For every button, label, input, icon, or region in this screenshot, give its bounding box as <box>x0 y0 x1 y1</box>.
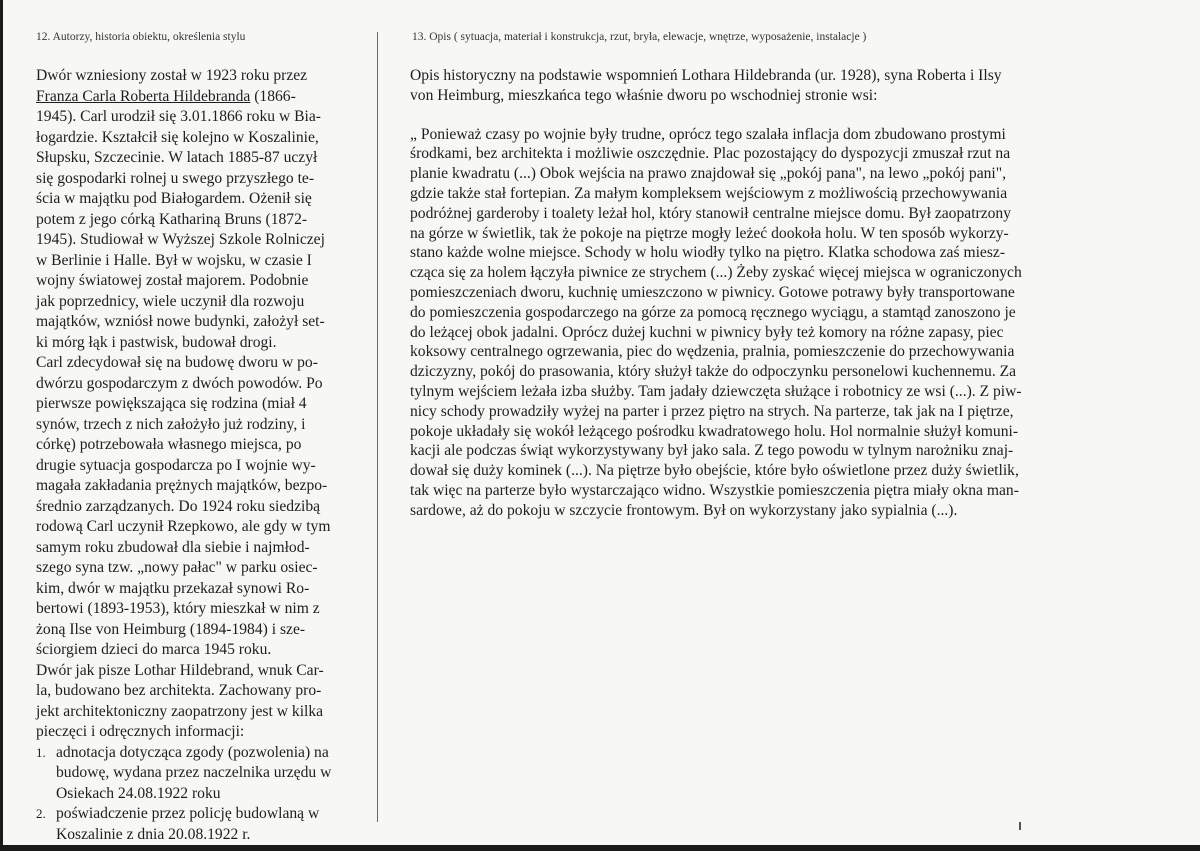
list-item <box>36 804 370 845</box>
text-line: „ Ponieważ czasy po wojnie były trudne, oprócz tego szalała inflacja dom zbudowano prostymi <box>410 125 1006 143</box>
text-line: Słupsku, Szczecinie. W latach 1885-87 uczył <box>36 149 318 166</box>
text-line: łogardzie. Kształcił się kolejno w Koszalinie, <box>36 128 319 146</box>
text-line: pomieszczeniach dworu, kuchnię umieszczono w piwnicy. Gotowe potrawy były transportowane <box>410 283 1015 301</box>
right-column <box>410 66 1090 521</box>
text-line: w Berlinie i Halle. Był w wojsku, w czasie I <box>36 251 312 269</box>
text-line: sardowe, aż do pokoju w szczycie frontowym. Był on wykorzystany jako sypialnia (...). <box>410 501 958 519</box>
author-years: (1866- <box>250 87 296 105</box>
history-paragraph <box>36 66 370 743</box>
list-number: 2. <box>36 806 46 821</box>
text-line: średnio zarządzanych. Do 1924 roku siedzibą <box>36 497 321 515</box>
quote-paragraph <box>410 125 1090 521</box>
text-line: 1945). Studiował w Wyższej Szkole Rolniczej <box>36 231 325 248</box>
text-line: dziczyzny, pokój do prasowania, który służył także do odpoczynku personelowi kuchennemu. Za <box>410 363 1017 381</box>
text-line: środkami, bez architekta i możliwie oszczędnie. Plac pozostający do dyspozycji zmuszał rzut na <box>410 145 1011 163</box>
section-12-heading: 12. Autorzy, historia obiektu, określenia stylu <box>36 31 246 43</box>
text-line: bertowi (1893-1953), który mieszkał w nim z <box>36 600 320 617</box>
text-line: koksowy centralnego ogrzewania, piec do wędzenia, pralnia, pomieszczenie do przechowywania <box>410 343 1015 361</box>
text-line: magała zakładania prężnych majątków, bezpo- <box>36 477 328 494</box>
text-line: do leżącej obok jadalni. Oprócz dużej kuchni w piwnicy były też komory na różne zapasy, piec <box>410 323 1004 341</box>
text-line: tylnym wejściem leżała izba służby. Tam jadały dziewczęta służące i robotnicy ze wsi (...). Z piw- <box>410 382 1022 400</box>
text-line: się gospodarki rolnej u swego przyszłego te- <box>36 169 315 187</box>
text-line: potem z jego córką Kathariną Bruns (1872- <box>36 210 308 228</box>
text-line: rodową Carl uczynił Rzepkowo, ale gdy w tym <box>36 518 331 535</box>
text-line: pokoje układały się wokół leżącego pośrodku kwadratowego holu. Hol normalnie służył komuni- <box>410 422 1019 440</box>
text-line: gdzie także stał fortepian. Za małym kompleksem wejściowym z możliwością przechowywania <box>410 184 1008 202</box>
text-line: kacji ale podczas świąt wykorzystywany był jako sala. Z tego powodu w tylnym narożniku znaj- <box>410 442 1014 460</box>
section-13-heading: 13. Opis ( sytuacja, materiał i konstrukcja, rzut, bryła, elewacje, wnętrze, wyposażenie, instalacje ) <box>412 31 867 43</box>
text-line: żoną Ilse von Heimburg (1894-1984) i sze- <box>36 620 306 638</box>
scan-mark <box>1019 822 1021 830</box>
text-line: majątków, wzniósł nowe budynki, założył set- <box>36 313 325 330</box>
text-line: do pomieszczenia gospodarczego na górze za pomocą ręcznego wyciągu, a stamtąd zanoszono je <box>410 303 1016 321</box>
text-line: wojny światowej został majorem. Podobnie <box>36 272 309 289</box>
text-line: 1945). Carl urodził się 3.01.1866 roku w Bia- <box>36 108 321 125</box>
text-line: poświadczenie przez policję budowlaną w <box>56 805 320 822</box>
text-line: cząca się za holem łączyła piwnice ze strychem (...) Żeby zyskać więcej miejsca w ograniczonych <box>410 264 1022 282</box>
text-line: córkę) potrzebowała własnego miejsca, po <box>36 436 302 453</box>
text-line: Dwór jak pisze Lothar Hildebrand, wnuk Car- <box>36 661 324 679</box>
intro-paragraph <box>410 66 1090 106</box>
text-line: synów, trzech z nich założyło już rodziny, i <box>36 415 306 433</box>
text-line-with-author <box>36 87 370 108</box>
text-line: tak więc na parterze było wystarczająco widno. Wszystkie pomieszczenia piętra miały okna man- <box>410 481 1019 499</box>
text-line: Osiekach 24.08.1922 roku <box>56 784 221 802</box>
list-item <box>36 743 370 805</box>
text-line: jak poprzednicy, wiele uczynił dla rozwoju <box>36 292 305 310</box>
text-line: Opis historyczny na podstawie wspomnień Lothara Hildebranda (ur. 1928), syna Roberta i Ilsy <box>410 67 1002 84</box>
text-line: budowę, wydana przez naczelnika urzędu w <box>56 764 332 781</box>
text-line: ki mórg łąk i pastwisk, budował drogi. <box>36 333 277 351</box>
text-line: dował się duży kominek (...). Na piętrze było obejście, które było oświetlone przez duży świetlik, <box>410 462 1019 480</box>
text-line: szego syna tzw. „nowy pałac" w parku osiec- <box>36 559 318 576</box>
text-line: adnotacja dotycząca zgody (pozwolenia) na <box>56 743 329 761</box>
column-divider <box>377 32 378 822</box>
text-line: dwórzu gospodarczym z dwóch powodów. Po <box>36 374 323 392</box>
text-line: nicy schody prowadziły wyżej na parter i przez piętro na strych. Na parterze, tak jak na I piętrze, <box>410 402 1014 420</box>
text-line: drugie sytuacja gospodarcza po I wojnie wy- <box>36 456 316 474</box>
text-line: samym roku zbudował dla siebie i najmłod- <box>36 538 310 556</box>
left-column <box>36 66 370 845</box>
text-line: Koszalinie z dnia 20.08.1922 r. <box>56 825 251 843</box>
text-line: Dwór wzniesiony został w 1923 roku przez <box>36 67 308 84</box>
text-line: pierwsze powiększająca się rodzina (miał 4 <box>36 395 307 412</box>
text-line: ściorgiem dzieci do marca 1945 roku. <box>36 641 272 658</box>
text-line: planie kwadratu (...) Obok wejścia na prawo znajdował się „pokój pana", na lewo „pokój pani", <box>410 165 1007 183</box>
text-line: Carl zdecydował się na budowę dworu w po- <box>36 354 318 371</box>
list-number: 1. <box>36 744 46 760</box>
text-line: la, budowano bez architekta. Zachowany pro- <box>36 682 322 699</box>
text-line: kim, dwór w majątku przekazał synowi Ro- <box>36 579 310 597</box>
text-line: na górze w świetlik, tak że pokoje na piętrze mogły leżeć dookoła holu. W ten sposób wykorzy- <box>410 224 1009 242</box>
text-line: jekt architektoniczny zaopatrzony jest w kilka <box>36 702 324 720</box>
text-line: stano każde wolne miejsce. Schody w holu wiodły tylko na piętro. Klatka schodowa zaś miesz- <box>410 244 1006 262</box>
text-line: pieczęci i odręcznych informacji: <box>36 723 245 740</box>
text-line: von Heimburg, mieszkańca tego właśnie dworu po wschodniej stronie wsi: <box>410 86 878 104</box>
text-line: ścia w majątku pod Białogardem. Ożenił się <box>36 190 312 207</box>
author-name: Franza Carla Roberta Hildebranda <box>36 87 251 105</box>
text-line: podróżnej garderoby i toalety leżał hol, który stanowił centralne miejsce domu. Był zaopatrzony <box>410 204 1012 222</box>
